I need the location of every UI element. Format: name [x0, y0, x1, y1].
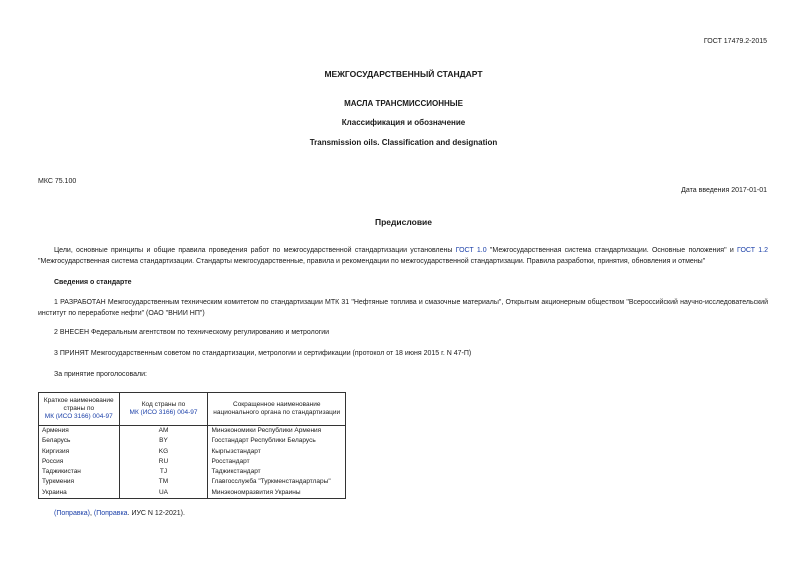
country-code: BY — [119, 436, 208, 446]
foreword-text-a: Цели, основные принципы и общие правила проведения работ по межгосударственной стандартизации установлены — [54, 247, 456, 254]
country-name: Туркмения — [39, 477, 120, 487]
country-code: TJ — [119, 467, 208, 477]
standards-body: Кыргызстандарт — [208, 447, 346, 457]
country-name: Киргизия — [39, 447, 120, 457]
country-code: RU — [119, 457, 208, 467]
item-adopted: 3 ПРИНЯТ Межгосударственным советом по стандартизации, метрологии и сертификации (протокол от 18 июня 2015 г. N 47-П) — [54, 350, 472, 357]
table-row — [39, 477, 346, 487]
table-row — [39, 488, 346, 499]
item-developed — [38, 297, 768, 319]
foreword-text-b: "Межгосударственная система стандартизации. Основные положения" и — [486, 247, 738, 254]
standards-body: Минэкономики Республики Армения — [208, 426, 346, 437]
table-header-row — [39, 393, 346, 426]
document-code: ГОСТ 17479.2-2015 — [703, 38, 767, 45]
country-code: AM — [119, 426, 208, 437]
standard-type: МЕЖГОСУДАРСТВЕННЫЙ СТАНДАРТ — [324, 69, 483, 79]
country-name: Россия — [39, 457, 120, 467]
country-name: Беларусь — [39, 436, 120, 446]
amendment-separator: , — [90, 510, 94, 517]
country-name: Украина — [39, 488, 120, 499]
table-row — [39, 457, 346, 467]
standards-body: Госстандарт Республики Беларусь — [208, 436, 346, 446]
foreword-text-c: "Межгосударственная система стандартизации. Стандарты межгосударственные, правила и рекомендации по межгосударственной стандартизации. Правила разработки, принятия, обновления и отмены" — [38, 258, 706, 265]
gost-1-2-link[interactable]: ГОСТ 1.2 — [737, 247, 768, 254]
page-title: МАСЛА ТРАНСМИССИОННЫЕ — [344, 99, 463, 108]
table-row — [39, 426, 346, 437]
english-title: Transmission oils. Classification and designation — [309, 138, 498, 147]
amendments-note — [54, 510, 185, 517]
iso-3166-code-link[interactable]: МК (ИСО 3166) 004-97 — [129, 409, 198, 416]
country-name: Армения — [39, 426, 120, 437]
country-code: KG — [119, 447, 208, 457]
column-header-body — [208, 393, 346, 426]
item-submitted: 2 ВНЕСЕН Федеральным агентством по техническому регулированию и метрологии — [54, 329, 330, 336]
column-header-code — [119, 393, 208, 426]
column-header-body-line2: национального органа по стандартизации — [213, 409, 341, 416]
amendment-link-1[interactable]: (Поправка) — [54, 510, 90, 517]
country-code: UA — [119, 488, 208, 499]
column-header-country — [39, 393, 120, 426]
table-row — [39, 436, 346, 446]
intro-date: Дата введения 2017-01-01 — [681, 187, 767, 194]
countries-table — [38, 392, 346, 499]
iso-3166-link[interactable]: МК (ИСО 3166) 004-97 — [44, 413, 113, 420]
foreword-heading: Предисловие — [374, 217, 433, 227]
item-developed-text: 1 РАЗРАБОТАН Межгосударственным техническим комитетом по стандартизации МТК 31 "Нефтяные топлива и смазочные материалы", Открытым акционерным обществом "Всероссийский научно-исследовательский институт по переработке нефти" (ОАО "ВНИИ НП") — [38, 299, 768, 317]
column-header-body-line1: Сокращенное наименование — [233, 401, 321, 408]
standard-info-heading: Сведения о стандарте — [54, 279, 132, 286]
country-code: TM — [119, 477, 208, 487]
column-header-code-line1: Код страны по — [141, 401, 186, 408]
foreword-paragraph — [38, 245, 768, 267]
amendment-rest: . ИУС N 12-2021). — [127, 510, 185, 517]
standards-body: Росстандарт — [208, 457, 346, 467]
page-subtitle: Классификация и обозначение — [341, 118, 466, 127]
country-name: Таджикистан — [39, 467, 120, 477]
standards-body: Таджикстандарт — [208, 467, 346, 477]
table-row — [39, 447, 346, 457]
amendment-link-2[interactable]: (Поправка — [93, 510, 128, 517]
standards-body: Минэкономразвития Украины — [208, 488, 346, 499]
voted-label: За принятие проголосовали: — [54, 371, 147, 378]
column-header-country-line1: Краткое наименование — [43, 397, 114, 404]
column-header-country-line2: страны по — [63, 405, 95, 412]
standards-body: Главгосслужба "Туркменстандартлары" — [208, 477, 346, 487]
table-row — [39, 467, 346, 477]
gost-1-0-link[interactable]: ГОСТ 1.0 — [455, 247, 487, 254]
mks-code: МКС 75.100 — [38, 178, 77, 185]
